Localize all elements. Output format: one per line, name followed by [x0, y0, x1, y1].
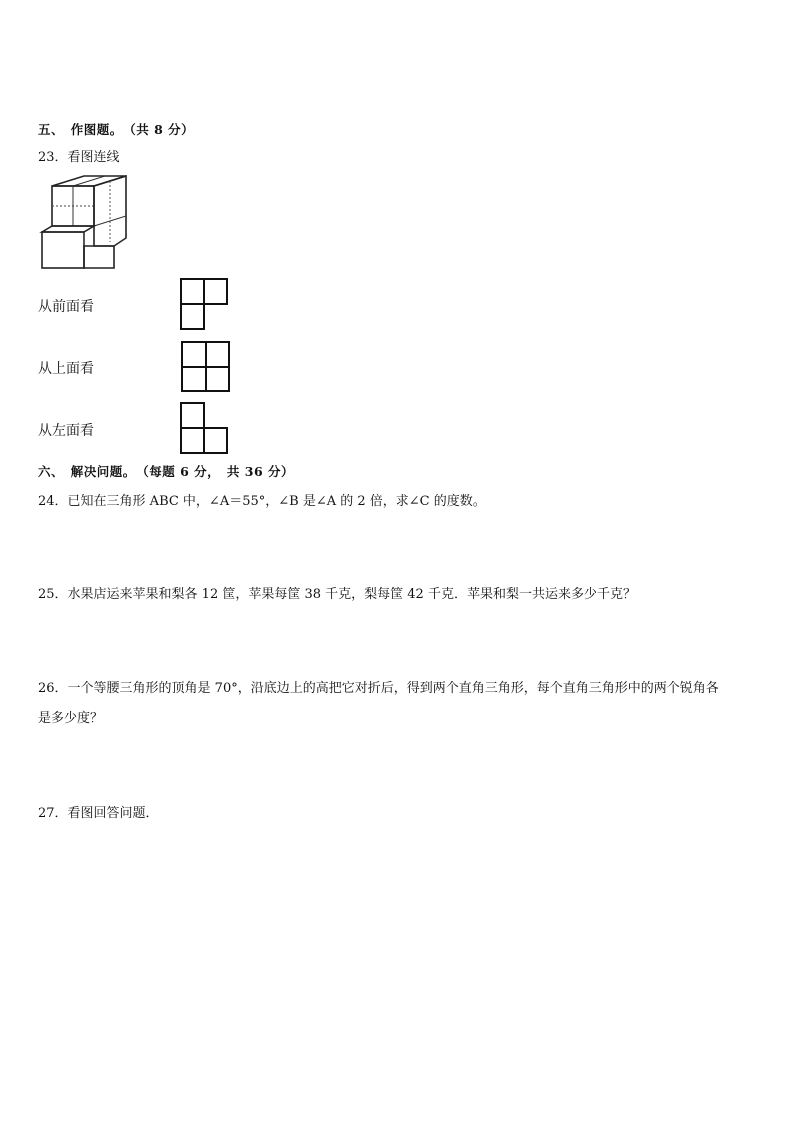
view-option-l-bottom [180, 402, 230, 456]
question-26-text-line1: 26．一个等腰三角形的顶角是 70°，沿底边上的高把它对折后，得到两个直角三角形，每个直角三角形中的两个锐角各 [38, 681, 719, 696]
question-26-text-line2: 是多少度？ [38, 711, 104, 726]
question-25-text: 25．水果店运来苹果和梨各 12 筐，苹果每筐 38 千克，梨每筐 42 千克．苹果和梨一共运来多少千克？ [38, 587, 636, 602]
view-label-top: 从上面看 [38, 361, 94, 377]
section-6-title: 六、 解决问题。 （每题 6 分， 共 36 分） [38, 464, 295, 479]
question-24-text: 24．已知在三角形 ABC 中，∠A＝55°，∠B 是∠A 的 2 倍，求∠C 的度数。 [38, 494, 486, 509]
view-label-front: 从前面看 [38, 299, 94, 315]
cube-figure [38, 172, 133, 272]
view-label-left: 从左面看 [38, 423, 94, 439]
view-option-l-top [180, 278, 230, 332]
section-5-title: 五、 作图题。 （共 8 分） [38, 122, 195, 137]
view-option-square [180, 340, 232, 394]
question-27-text: 27．看图回答问题． [38, 806, 159, 821]
question-23-text: 23．看图连线 [38, 150, 120, 165]
